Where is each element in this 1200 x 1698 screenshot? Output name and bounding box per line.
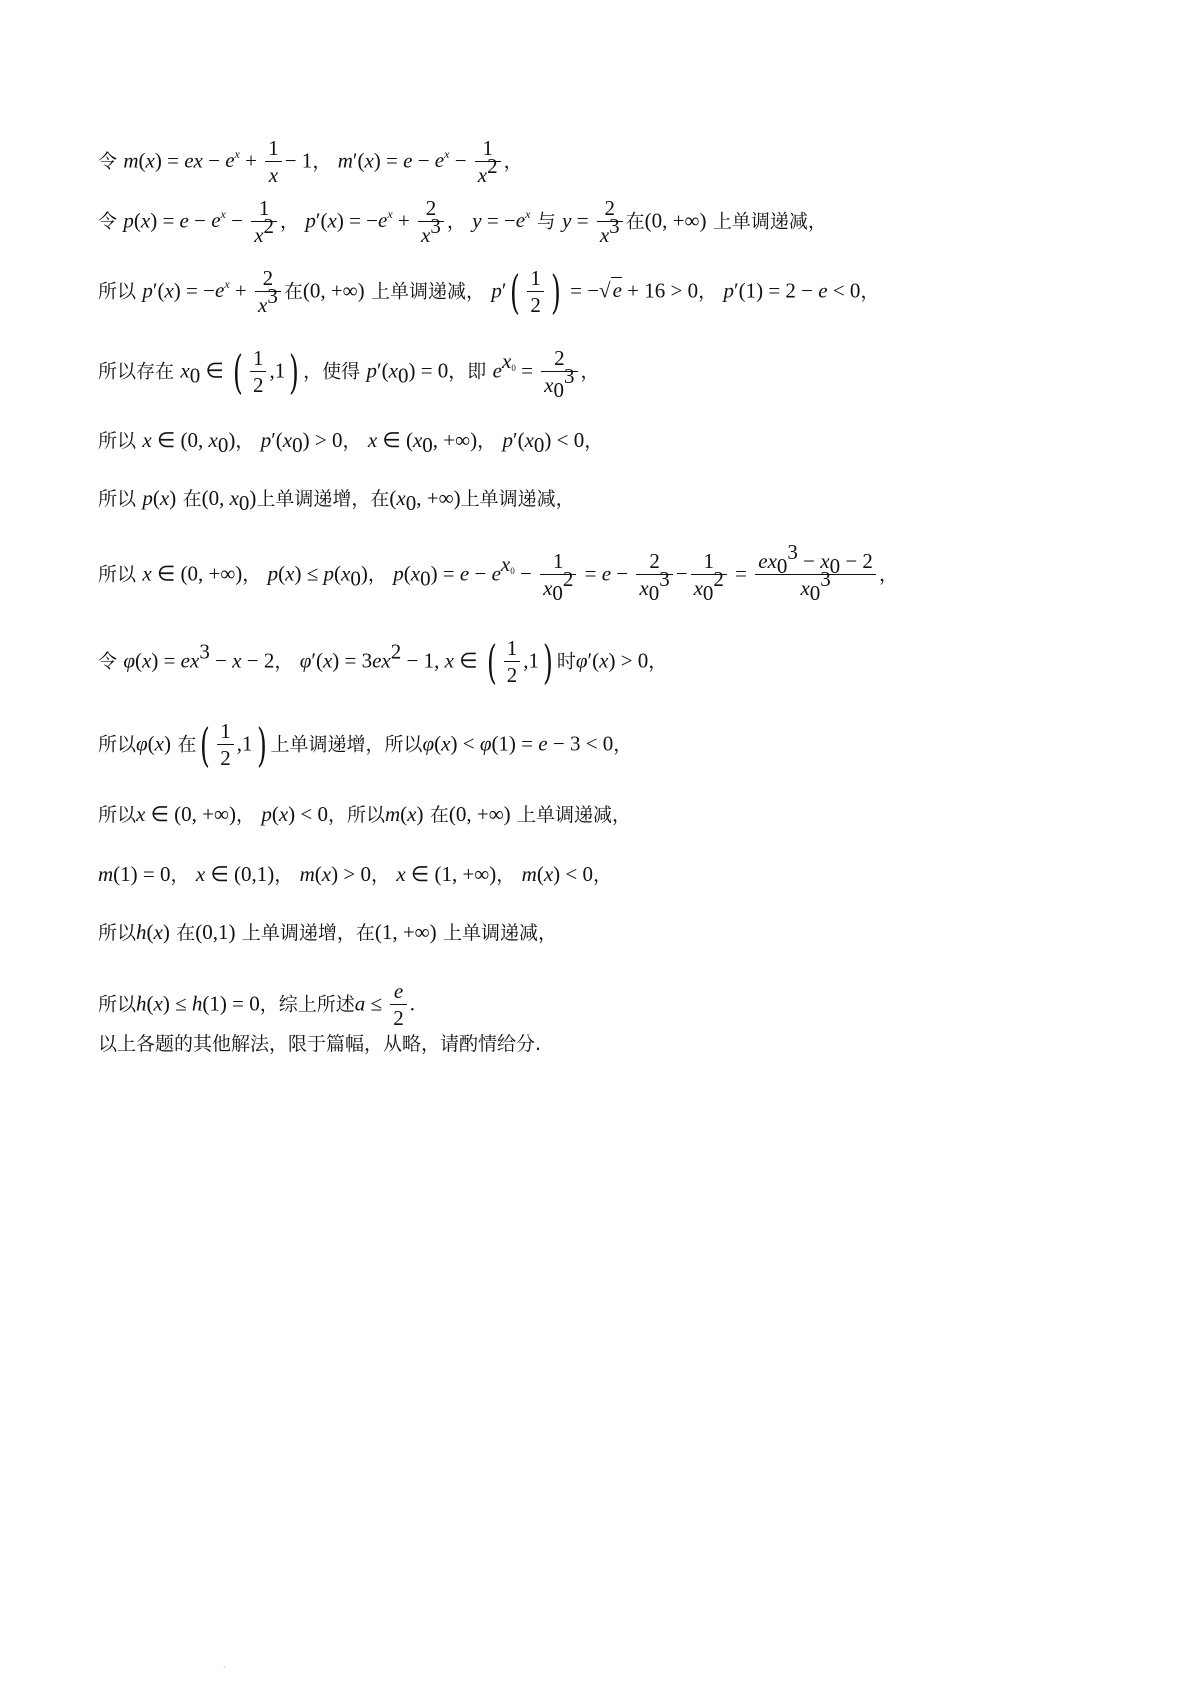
- solution-line-4: 所以存在 $x_0$ ∈ ( $\frac{1}{2}$ ,1) ，使得 $p'(x_0) = 0$，即 $e^{x_0}$ = $\frac{2}{x_0^3}$ ，: [98, 344, 600, 403]
- solution-line-3: 所以 $p'(x) = -e^x$ + $\frac{2}{x^3}$ 在(0, +∞) 上单调递减， p′( $\frac{1}{2}$ ) = −√e + 16 > 0， p′(1) = 2 − e < 0，: [98, 264, 880, 319]
- fraction: $\frac{e}{2}$: [390, 978, 407, 1032]
- fraction: $\frac{1}{2}$: [250, 345, 267, 399]
- solution-line-8: 令 $\varphi(x) = ex^3 - x - 2$， $\varphi'(x) = 3ex^2 - 1$, x ∈ ( $\frac{1}{2}$ ,1) 时φ′(x) > 0，: [98, 634, 668, 689]
- closing-note: 以上各题的其他解法，限于篇幅，从略，请酌情给分.: [98, 1033, 542, 1055]
- fraction: $\frac{2}{x^3}$: [418, 195, 444, 249]
- fraction: $\frac{1}{2}$: [527, 265, 544, 319]
- solution-line-12: 所以h(x) 在(0,1) 上单调递增，在(1, +∞) 上单调递减，: [98, 920, 558, 944]
- fraction: $\frac{2}{x^3}$: [597, 195, 623, 249]
- fraction: $\frac{2}{x^3}$: [255, 265, 281, 319]
- solution-line-5: 所以 x ∈ (0, $x_0$)， $p'(x_0) > 0$， x ∈ ($x_0$, +∞)， $p'(x_0) < 0$，: [98, 428, 604, 457]
- fraction: $\frac{ex_0^3 - x_0 - 2}{x_0^3}$: [755, 548, 876, 602]
- fraction: $\frac{1}{2}$: [217, 718, 234, 772]
- fraction: $\frac{1}{x}$: [265, 135, 282, 189]
- solution-line-1: 令 m(x) = ex − $e^x$ + $\frac{1}{x}$ − 1， $m'(x) = e - e^x$ − $\frac{1}{x^2}$ ，: [98, 136, 523, 188]
- fraction: $\frac{1}{2}$: [504, 635, 521, 689]
- fraction: $\frac{1}{x^2}$: [251, 195, 277, 249]
- formula: m: [123, 148, 139, 173]
- fraction: $\frac{2}{x_0^3}$: [541, 345, 577, 399]
- solution-line-6: 所以 p(x) 在(0, $x_0$)上单调递增，在($x_0$, +∞)上单调递减，: [98, 486, 575, 515]
- fraction: $\frac{1}{x^2}$: [475, 135, 501, 189]
- solution-line-9: 所以φ(x) 在( $\frac{1}{2}$ ,1) 上单调递增，所以φ(x) < φ(1) = e − 3 < 0，: [98, 717, 633, 772]
- fraction: $\frac{1}{x_0^2}$: [540, 548, 576, 602]
- page-mark: ·: [223, 1663, 226, 1672]
- solution-line-11: m(1) = 0， x ∈ (0,1)， m(x) > 0， x ∈ (1, +∞)， m(x) < 0，: [98, 862, 612, 886]
- solution-line-7: 所以 x ∈ (0, +∞)， $p(x) \le p(x_0)$， $p(x_0) = e - e^{x_0}$ − $\frac{1}{x_0^2}$ = e − $\frac{2}{x_0^3}$ − $\frac{1}{x_0^2}$ = $\frac{ex_0^3 - x_0 - 2}{x_0^3}$ ，: [98, 540, 898, 606]
- fraction: $\frac{1}{x_0^2}$: [691, 548, 727, 602]
- solution-line-2: 令 $p(x) = e - e^x$ − $\frac{1}{x^2}$ ， $p'(x) = -e^x$ + $\frac{2}{x^3}$ ， $y = -e^x$ 与 y = $\frac{2}{x^3}$ 在(0, +∞) 上单调递减，: [98, 196, 827, 248]
- solution-line-13: 所以h(x) ≤ h(1) = 0，综上所述a ≤ $\frac{e}{2}$ .: [98, 979, 416, 1031]
- fraction: $\frac{2}{x_0^3}$: [636, 548, 672, 602]
- solution-line-10: 所以x ∈ (0, +∞)， p(x) < 0，所以m(x) 在(0, +∞) 上单调递减，: [98, 802, 632, 826]
